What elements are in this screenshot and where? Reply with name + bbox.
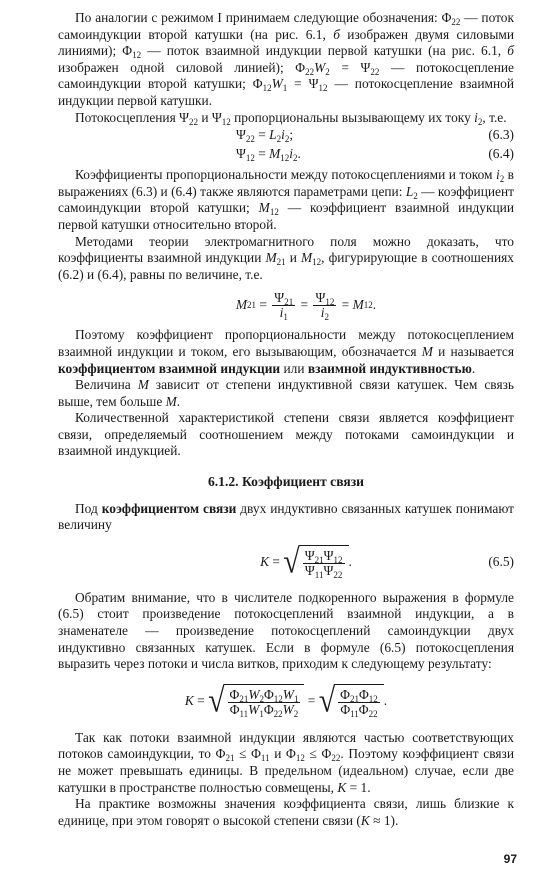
equation-6-4: $\Psi_{12} = M_{12}i_2$. (6.4) <box>236 146 514 164</box>
paragraph: Так как потоки взаимной индукции являются частью соответствующих потоков самоиндукции, то $\Phi_{21} \le \Phi_{11}$ и $\Phi_{12} \le \Phi_{22}$. Поэтому коэффициент связи не может превышать единицы. В предельном (идеальном) случае, если две катушки в пространстве полностью совмещены, K = 1. <box>58 729 514 795</box>
equation-k-expanded: K = √ $\frac{\Phi_{21}W_2\Phi_{12}W_1}{\Phi_{11}W_1\Phi_{22}W_2}$ = √ $\frac{\Phi_{21}\Phi_{12}}{\Phi_{11}\Phi_{22}}$ . <box>184 681 388 720</box>
document-body <box>58 10 514 829</box>
paragraph: Поэтому коэффициент пропорциональности между потокосцеплением взаимной индукции и током, его вызывающим, обозначается M и называется коэффициентом взаимной индукции или взаимной индуктивностью. <box>58 327 514 376</box>
paragraph: Величина M зависит от степени индуктивной связи катушек. Чем связь выше, тем больше M. <box>58 377 514 409</box>
term: взаимной индуктивностью <box>307 360 472 376</box>
paragraph: Потокосцепления $\Psi_{22}$ и $\Psi_{12}$ пропорциональны вызывающему их току $i_2$, т.е. <box>75 109 507 127</box>
equation-number: (6.5) <box>488 553 514 569</box>
equation-number: (6.4) <box>488 146 514 162</box>
paragraph: Под коэффициентом связи двух индуктивно связанных катушек понимают величину <box>58 500 515 533</box>
paragraph: Количественной характеристикой степени связи является коэффициент связи, определяемый соотношением между потоками самоиндукции и взаимной индукцией. <box>58 410 514 459</box>
equation-m21-m12: M 21 = $\frac{\Psi_{21}}{i_1}$ = $\frac{\Psi_{12}}{i_2}$ = M 12 . <box>235 289 377 322</box>
term: коэффициентом взаимной индукции <box>58 360 281 376</box>
equation-number: (6.3) <box>488 127 514 143</box>
paragraph: На практике возможны значения коэффициента связи, лишь близкие к единице, при этом говорят о высокой степени связи (K ≈ 1). <box>58 796 514 828</box>
paragraph: По аналогии с режимом I принимаем следующие обозначения: $\Phi_{22}$ — поток самоиндукции второй катушки (на рис. 6.1, б изображен двумя силовыми линиями); $\Phi_{12}$ — поток взаимной индукции первой катушки (на рис. 6.1, б изображен одной силовой линией); $\Phi_{22}W_2 = \Psi_{22}$ — потокосцепление самоиндукции второй катушки; $\Phi_{12}W_1 = \Psi_{12}$ — потокосцепление взаимной индукции первой катушки. <box>58 10 515 108</box>
paragraph: Обратим внимание, что в числителе подкоренного выражения в формуле (6.5) стоит произведение потокосцеплений взаимной индукции, а в знаменателе — произведение потокосцеплений самоиндукции двух индуктивно связанных катушек. Если в формуле (6.5) потокосцепления выразить через потоки и числа витков, приходим к следующему результату: <box>58 589 514 672</box>
paragraph: Коэффициенты пропорциональности между потокосцеплениями и током $i_2$ в выражениях (6.3) и (6.4) также являются параметрами цепи: $L_2$ — коэффициент самоиндукции второй катушки; $M_{12}$ — коэффициент взаимной индукции первой катушки относительно второй. <box>58 167 515 232</box>
term: коэффициентом связи <box>101 500 237 516</box>
paragraph: Методами теории электромагнитного поля можно доказать, что коэффициенты взаимной индукции $M_{21}$ и $M_{12}$, фигурирующие в соотношениях (6.2) и (6.4), равны по величине, т.е. <box>58 233 514 282</box>
equation-6-5: K = √ $\frac{\Psi_{21}\Psi_{12}}{\Psi_{11}\Psi_{22}}$ . (6.5) <box>260 542 514 581</box>
section-heading: 6.1.2. Коэффициент связи <box>207 474 365 490</box>
equation-6-3: $\Psi_{22} = L_2i_2$; (6.3) <box>236 127 514 145</box>
page-number: 97 <box>503 852 517 866</box>
